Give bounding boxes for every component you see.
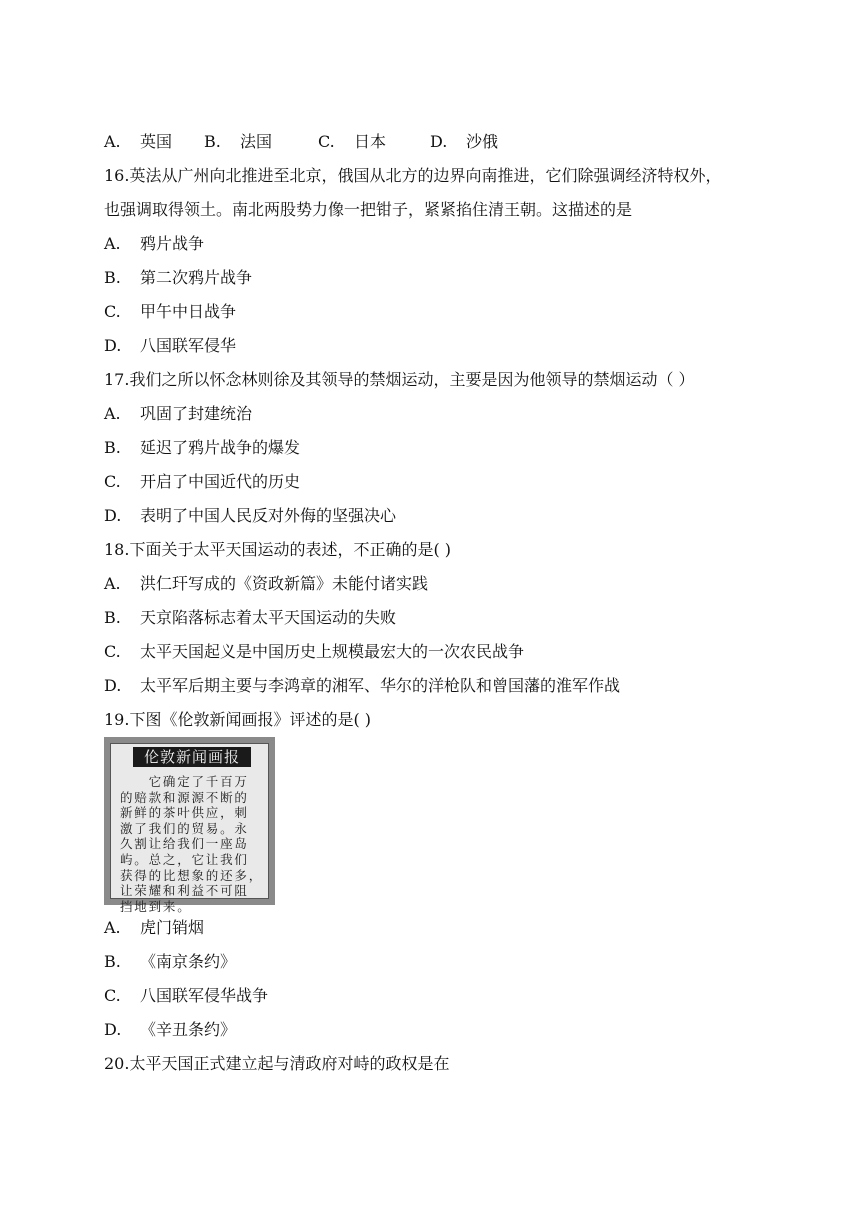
q16-option-a[interactable]: A. 鸦片战争 — [104, 234, 205, 253]
q15-option-a[interactable]: A. 英国 — [104, 132, 173, 151]
q15-option-b[interactable]: B. 法国 — [204, 132, 273, 151]
q19-option-c[interactable]: C. 八国联军侵华战争 — [104, 986, 269, 1005]
q19-option-b[interactable]: B. 《南京条约》 — [104, 952, 237, 971]
q16-option-c[interactable]: C. 甲午中日战争 — [104, 302, 237, 321]
q16-option-b[interactable]: B. 第二次鸦片战争 — [104, 268, 253, 287]
q19-option-d[interactable]: D. 《辛丑条约》 — [104, 1020, 237, 1039]
q17-option-a[interactable]: A. 巩固了封建统治 — [104, 404, 253, 423]
q18-option-b[interactable]: B. 天京陷落标志着太平天国运动的失败 — [104, 608, 397, 627]
newspaper-text-line: 的赔款和源源不断的 — [120, 789, 249, 805]
q18-stem: 18.下面关于太平天国运动的表述，不正确的是( ) — [104, 540, 452, 559]
q17-stem: 17.我们之所以怀念林则徐及其领导的禁烟运动，主要是因为他领导的禁烟运动（ ） — [104, 370, 695, 389]
q19-stem: 19.下图《伦敦新闻画报》评述的是( ) — [104, 710, 372, 729]
q18-option-c[interactable]: C. 太平天国起义是中国历史上规模最宏大的一次农民战争 — [104, 642, 525, 661]
newspaper-text-line: 让荣耀和利益不可阻 — [120, 883, 249, 899]
q19-option-a[interactable]: A. 虎门销烟 — [104, 918, 205, 937]
newspaper-text-line: 屿。总之，它让我们 — [120, 851, 249, 867]
q17-option-d[interactable]: D. 表明了中国人民反对外侮的坚强决心 — [104, 506, 397, 525]
newspaper-text — [120, 774, 270, 914]
newspaper-text-line: 激了我们的贸易。永 — [120, 820, 249, 836]
q17-option-c[interactable]: C. 开启了中国近代的历史 — [104, 472, 301, 491]
newspaper-text-line: 获得的比想象的还多， — [120, 867, 264, 883]
q17-option-b[interactable]: B. 延迟了鸦片战争的爆发 — [104, 438, 301, 457]
q16-stem-line1: 16.英法从广州向北推进至北京，俄国从北方的边界向南推进，它们除强调经济特权外， — [104, 166, 722, 185]
q18-option-a[interactable]: A. 洪仁玕写成的《资政新篇》未能付诸实践 — [104, 574, 429, 593]
newspaper-text-line: 它确定了千百万 — [120, 774, 249, 789]
newspaper-text-line: 久割让给我们一座岛 — [120, 836, 249, 852]
newspaper-figure — [104, 737, 275, 914]
newspaper-text-line: 新鲜的茶叶供应，刺 — [120, 805, 249, 821]
q15-option-d[interactable]: D. 沙俄 — [430, 132, 499, 151]
q16-option-d[interactable]: D. 八国联军侵华 — [104, 336, 237, 355]
newspaper-text-line: 挡地到来。 — [120, 898, 192, 914]
q16-stem-line2: 也强调取得领土。南北两股势力像一把钳子，紧紧掐住清王朝。这描述的是 — [104, 200, 633, 219]
newspaper-figure-frame — [110, 743, 269, 914]
q15-options — [104, 131, 498, 153]
q15-option-c[interactable]: C. 日本 — [318, 132, 387, 151]
q18-option-d[interactable]: D. 太平军后期主要与李鸿章的湘军、华尔的洋枪队和曾国藩的淮军作战 — [104, 676, 621, 695]
newspaper-masthead: 伦敦新闻画报 — [133, 747, 251, 767]
q20-stem: 20.太平天国正式建立起与清政府对峙的政权是在 — [104, 1054, 450, 1073]
